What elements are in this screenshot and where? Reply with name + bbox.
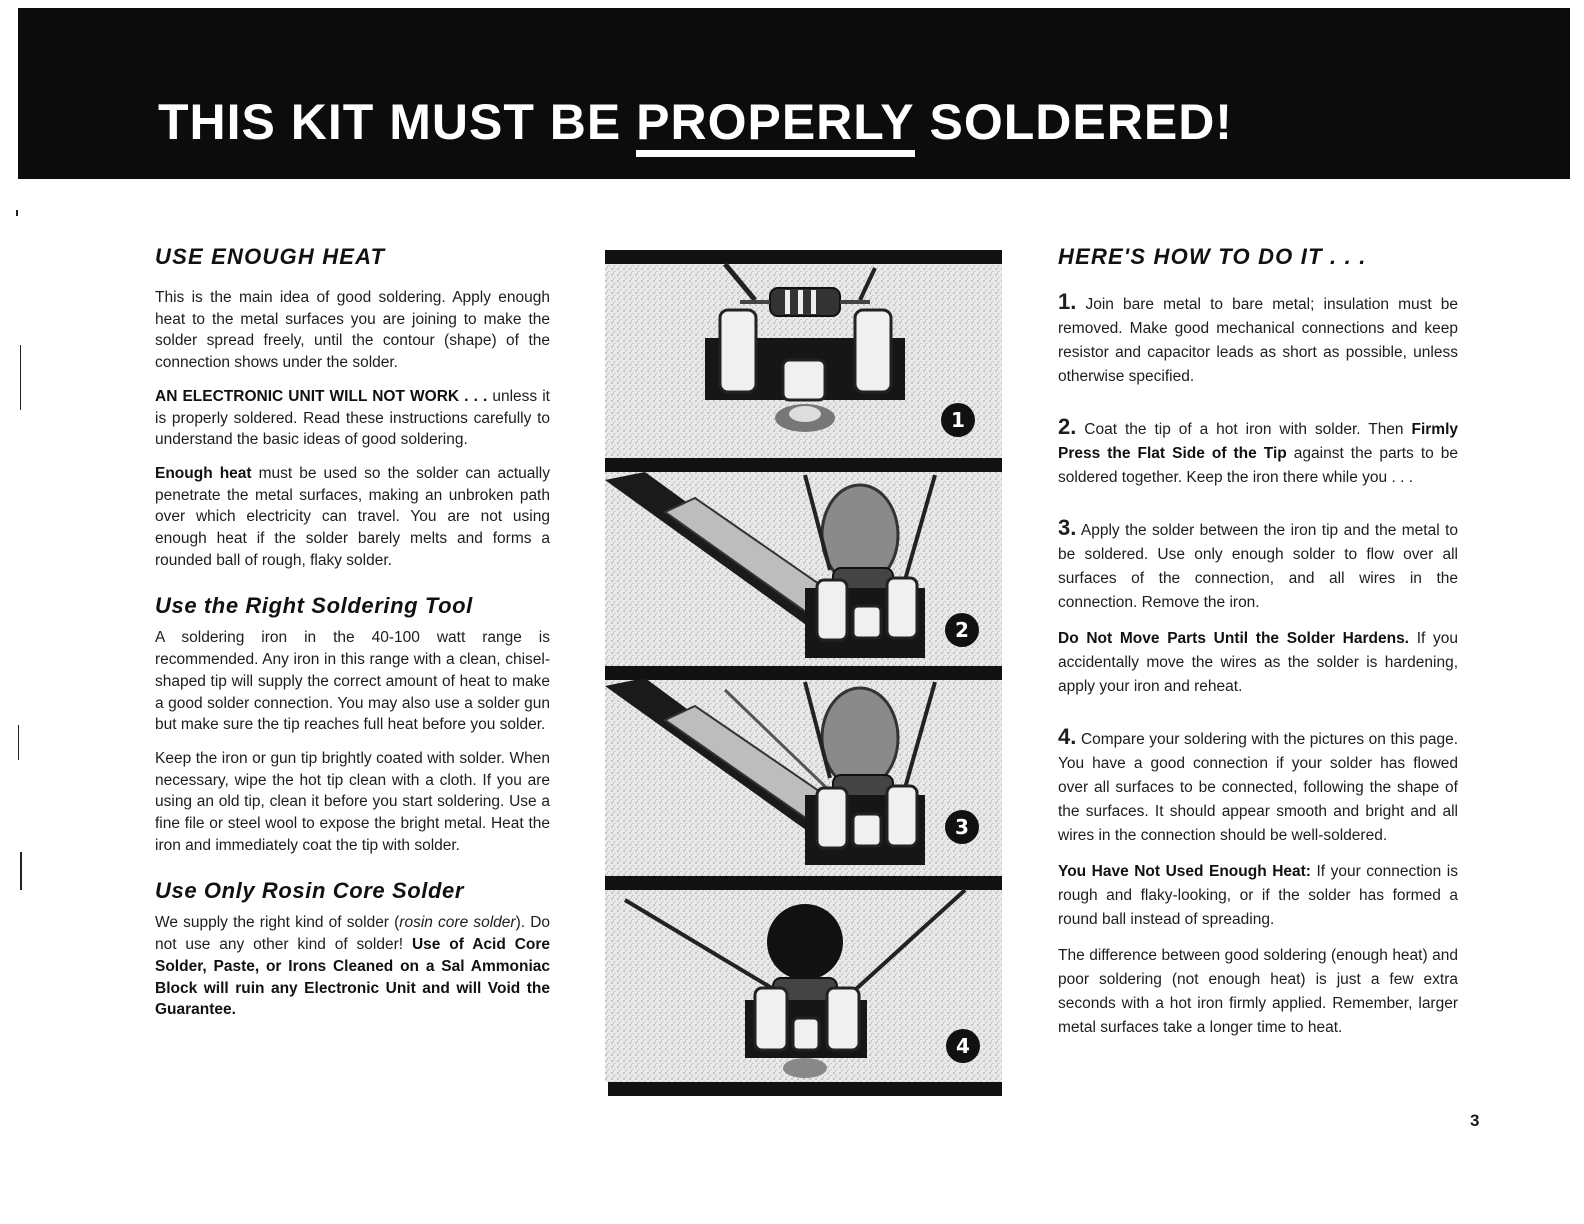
title-banner xyxy=(18,8,1570,179)
step-1-illustration xyxy=(605,250,1002,458)
paragraph-main-idea: This is the main idea of good soldering. Apply enough heat to the metal surfaces you are joining to make the solder spread freely, until the contour (shape) of the connection shows under the solder. xyxy=(155,289,550,372)
page-title xyxy=(158,90,1488,157)
heading-how-to-do-it: HERE'S HOW TO DO IT . . . xyxy=(1058,244,1367,269)
paragraph-keep-tip-coated: Keep the iron or gun tip brightly coated with solder. When necessary, wipe the hot tip clean with a cloth. If you are using an old tip, clean it before you start soldering. Use a fine file or steel wool to expose the bright metal. Heat the iron and immediately coat the tip with solder. xyxy=(155,749,550,854)
step-4-label: 4 xyxy=(956,1034,970,1058)
title-part-2: SOLDERED! xyxy=(929,94,1233,150)
step-3-illustration xyxy=(605,666,1002,876)
heading-rosin-core: Use Only Rosin Core Solder xyxy=(155,878,465,904)
paragraph-enough-heat: Enough heat must be used so the solder can actually penetrate the metal surfaces, making an unbroken path over which electricity can travel. You are not using enough heat if the solder barely melts and forms a rounded ball of rough, flaky solder. xyxy=(155,464,550,569)
paragraph-do-not-move: Do Not Move Parts Until the Solder Hardens. If you accidentally move the wires as the solder is hardening, apply your iron and reheat. xyxy=(1058,630,1458,695)
title-underlined-word: PROPERLY xyxy=(636,94,914,157)
step-2-illustration xyxy=(605,458,1002,666)
step-2-label: 2 xyxy=(955,618,969,642)
paragraph-will-not-work: AN ELECTRONIC UNIT WILL NOT WORK . . . unless it is properly soldered. Read these instructions carefully to understand the basic ideas of good soldering. xyxy=(155,387,550,449)
paragraph-not-enough-heat: You Have Not Used Enough Heat: If your connection is rough and flaky-looking, or if the solder has formed a round ball instead of spreading. xyxy=(1058,863,1458,928)
heading-right-tool: Use the Right Soldering Tool xyxy=(155,593,473,619)
step-4-text: 4. Compare your soldering with the pictures on this page. You have a good connection if your solder has flowed over all surfaces to be connected, following the shape of the surfaces. It should appear smooth and bright and all wires in the connection should be well-soldered. xyxy=(1058,724,1458,844)
left-column xyxy=(155,244,550,1021)
step-3-label: 3 xyxy=(955,815,969,839)
step-2-text: 2. Coat the tip of a hot iron with solder. Then Firmly Press the Flat Side of the Tip against the parts to be soldered together. Keep the iron there while you . . . xyxy=(1058,414,1459,486)
heading-use-enough-heat: USE ENOUGH HEAT xyxy=(155,244,386,269)
soldering-steps-figure xyxy=(605,250,1002,1098)
step-3-text: 3. Apply the solder between the iron tip and the metal to be soldered. Use only enough solder to flow over all surfaces of the connection, and all wires in the connection. Remove the iron. xyxy=(1058,515,1458,611)
page-number: 3 xyxy=(1470,1111,1480,1130)
step-4-illustration xyxy=(605,876,1002,1096)
paragraph-difference: The difference between good soldering (enough heat) and poor soldering (not enough heat) is just a few extra seconds with a hot iron firmly applied. Remember, larger metal surfaces take a longer time to heat. xyxy=(1058,947,1458,1036)
paragraph-rosin-core: We supply the right kind of solder (rosin core solder). Do not use any other kind of solder! Use of Acid Core Solder, Paste, or Irons Cleaned on a Sal Ammoniac Block will ruin any Electronic Unit and will Void the Guarantee. xyxy=(155,914,551,1019)
step-1-text: 1. Join bare metal to bare metal; insulation must be removed. Make good mechanical connections and keep resistor and capacitor leads as short as possible, unless otherwise specified. xyxy=(1058,289,1458,385)
right-column xyxy=(1058,244,1458,1040)
step-1-label: 1 xyxy=(951,408,965,432)
paragraph-iron-range: A soldering iron in the 40-100 watt range is recommended. Any iron in this range with a clean, chisel-shaped tip will supply the correct amount of heat to make a good solder connection. You may also use a solder gun but make sure the tip reaches full heat before you solder. xyxy=(155,629,550,734)
title-part-1: THIS KIT MUST BE xyxy=(158,94,622,150)
